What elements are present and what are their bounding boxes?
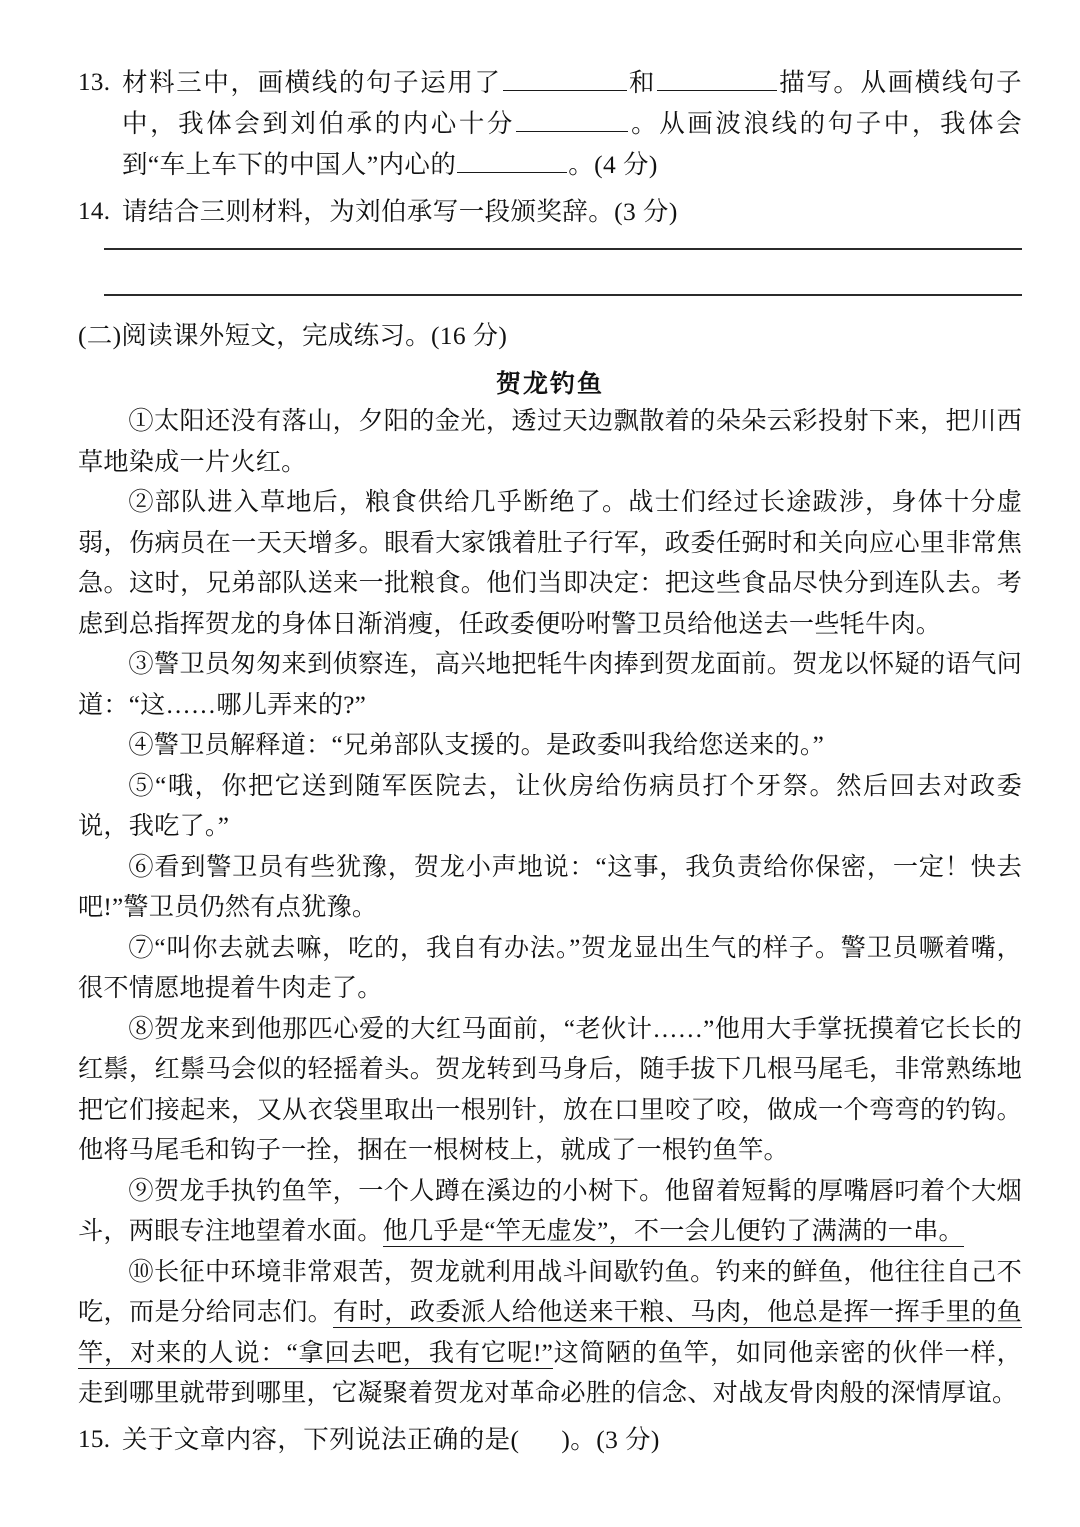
passage-paragraph	[78, 726, 1022, 767]
question-14-number: 14.	[78, 198, 111, 225]
paragraph-marker: ①	[128, 408, 154, 435]
question-15-text-before: 关于文章内容，下列说法正确的是(	[122, 1424, 520, 1454]
passage-title: 贺龙钓鱼	[495, 371, 604, 398]
page-content	[78, 62, 1022, 1460]
passage-paragraph	[78, 848, 1022, 929]
paragraph-text: “哦，你把它送到随军医院去，让伙房给伤病员打个牙祭。然后回去对政委说，我吃了。”	[78, 772, 1022, 840]
paragraph-marker: ⑨	[128, 1177, 154, 1205]
paragraph-text: 贺龙来到他那匹心爱的大红马面前，“老伙计……”他用大手掌抚摸着它长长的红鬃，红鬃马会似的轻摇着头。贺龙转到马身后，随手拔下几根马尾毛，非常熟练地把它们接起来，又从衣袋里取出一根别针，放在口里咬了咬，做成一个弯弯的钓钩。他将马尾毛和钩子一拴，捆在一根树枝上，就成了一根钓鱼竿。	[78, 1015, 1023, 1164]
question-13-blank-4[interactable]	[457, 145, 567, 173]
passage-paragraph	[78, 1172, 1022, 1253]
question-15-body	[122, 1419, 1022, 1460]
question-14-answer-area[interactable]	[104, 248, 1022, 296]
paragraph-text: 警卫员匆匆来到侦察连，高兴地把牦牛肉捧到贺龙面前。贺龙以怀疑的语气问道：“这……哪儿弄来的?”	[78, 651, 1022, 719]
question-13-text-5: 。(4 分)	[568, 150, 658, 179]
question-13-blank-3[interactable]	[516, 104, 628, 132]
passage-paragraph	[78, 1253, 1022, 1415]
question-13-text-4: 。从画波浪线的句子中，我体会到“车上车下的中国人”内心的	[122, 109, 1022, 179]
paragraph-text: 警卫员解释道：“兄弟部队支援的。是政委叫我给您送来的。”	[153, 732, 825, 759]
passage-paragraph	[78, 645, 1022, 726]
paragraph-marker: ⑥	[128, 853, 155, 881]
question-14-text: 请结合三则材料，为刘伯承写一段颁奖辞。(3 分)	[122, 197, 678, 226]
passage-body	[78, 402, 1022, 1415]
paragraph-marker: ④	[128, 732, 154, 759]
question-13-text-2: 和	[627, 68, 656, 97]
question-15-number: 15.	[78, 1425, 111, 1453]
paragraph-marker: ⑦	[128, 934, 155, 962]
question-14	[78, 191, 1022, 232]
answer-line[interactable]	[104, 294, 1022, 296]
paragraph-marker: ②	[128, 489, 155, 516]
passage-paragraph	[78, 402, 1022, 483]
passage-paragraph	[78, 483, 1022, 645]
underlined-sentence: 有时，政委派人给他送来干粮、马肉，他总是挥一挥手里的鱼竿，对来的人说：“拿回去吧，我有它呢!”	[78, 1299, 1022, 1367]
paragraph-text: 贺龙手执钓鱼竿，一个人蹲在溪边的小树下。他留着短髯的厚嘴唇叼着个大烟斗，两眼专注地望着水面。	[78, 1177, 1022, 1245]
paragraph-text: 看到警卫员有些犹豫，贺龙小声地说：“这事，我负责给你保密，一定！快去吧!”警卫员仍然有点犹豫。	[78, 853, 1022, 921]
question-13	[78, 62, 1022, 185]
passage-paragraph	[78, 1010, 1022, 1172]
paragraph-text: 部队进入草地后，粮食供给几乎断绝了。战士们经过长途跋涉，身体十分虚弱，伤病员在一天天增多。眼看大家饿着肚子行军，政委任弼时和关向应心里非常焦急。这时，兄弟部队送来一批粮食。他们当即决定：把这些食品尽快分到连队去。考虑到总指挥贺龙的身体日渐消瘦，任政委便吩咐警卫员给他送去一些牦牛肉。	[78, 489, 1022, 638]
paragraph-marker: ③	[128, 651, 154, 678]
underlined-sentence: 他几乎是“竿无虚发”，不一会儿便钓了满满的一串。	[382, 1218, 964, 1245]
paragraph-text: 太阳还没有落山，夕阳的金光，透过天边飘散着的朵朵云彩投射下来，把川西草地染成一片火红。	[78, 408, 1022, 476]
question-15-text-after: )。(3 分)	[561, 1424, 660, 1454]
paragraph-text: “叫你去就去嘛，吃的，我自有办法。”贺龙显出生气的样子。警卫员噘着嘴，很不情愿地提着牛肉走了。	[78, 934, 1022, 1002]
question-13-body	[122, 62, 1022, 185]
question-13-number: 13.	[78, 69, 111, 96]
paragraph-marker: ⑤	[128, 772, 156, 800]
paragraph-text: 长征中环境非常艰苦，贺龙就利用战斗间歇钓鱼。钓来的鲜鱼，他往往自己不吃，而是分给同志们。	[78, 1258, 1022, 1326]
question-13-text-1: 材料三中，画横线的句子运用了	[122, 68, 502, 97]
question-13-blank-1[interactable]	[503, 63, 627, 91]
question-15	[78, 1419, 1022, 1460]
question-13-blank-2[interactable]	[657, 63, 777, 91]
passage-paragraph	[78, 929, 1022, 1010]
passage-paragraph	[78, 767, 1022, 848]
section-heading: (二)阅读课外短文，完成练习。(16 分)	[78, 321, 508, 350]
paragraph-marker: ⑩	[128, 1258, 154, 1286]
question-13-text-3: 描写。从画横线句子中，我体会到刘伯承的内心十分	[122, 68, 1023, 138]
answer-line[interactable]	[104, 248, 1022, 250]
paragraph-text-tail: 这简陋的鱼竿，如同他亲密的伙伴一样，走到哪里就带到哪里，它凝聚着贺龙对革命必胜的信念、对战友骨肉般的深情厚谊。	[78, 1339, 1022, 1407]
paragraph-marker: ⑧	[128, 1015, 155, 1043]
